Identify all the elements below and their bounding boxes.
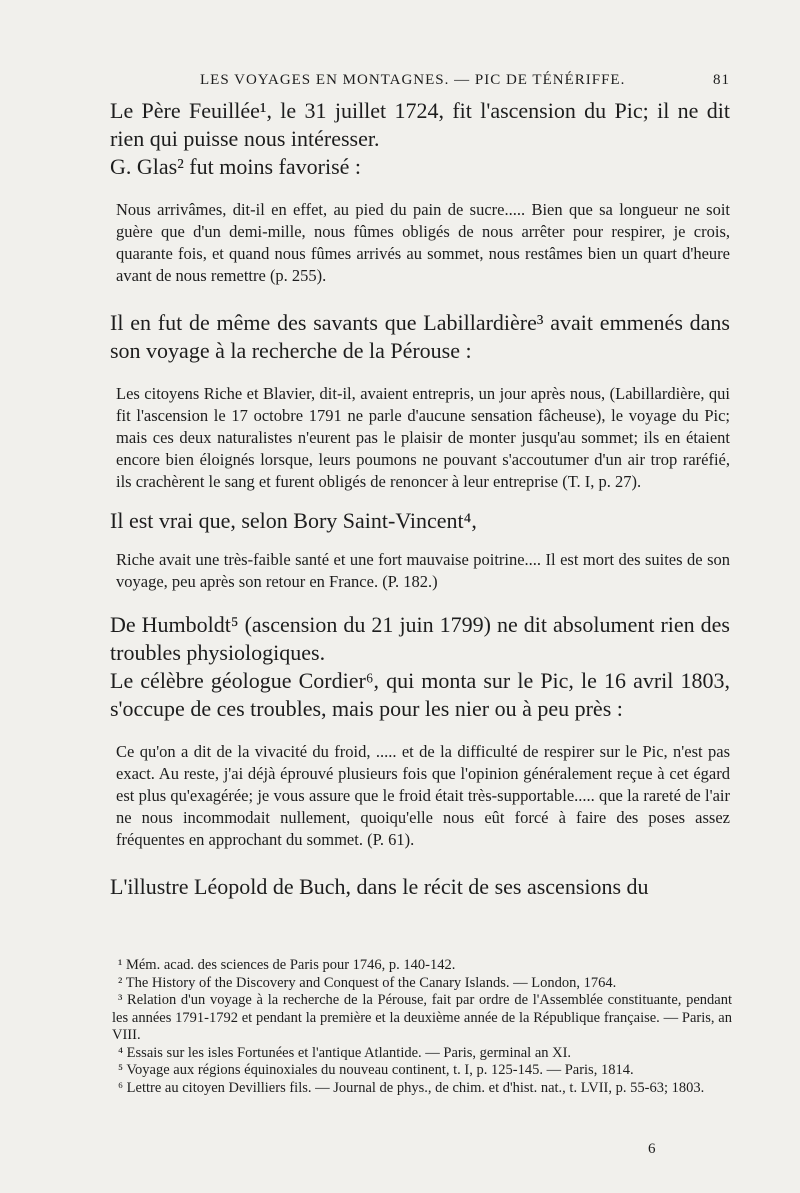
paragraph-bory: Il est vrai que, selon Bory Saint-Vincent⁴, [110,508,477,533]
quote-glas: Nous arrivâmes, dit-il en effet, au pied du pain de sucre..... Bien que sa longueur ne soit guère que d'un demi-mille, nous fûmes obligés de nous arrêter pour respirer, je crois, quarante fois, et quand nous fûmes arrivés au sommet, nous restâmes bien un quart d'heure avant de nous remettre (p. 255). [116,200,730,285]
paragraph-labillardiere: Il en fut de même des savants que Labillardière³ avait emmenés dans son voyage à la recherche de la Pérouse : [110,310,730,363]
paragraph-glas: G. Glas² fut moins favorisé : [110,154,362,179]
paragraph-humboldt: De Humboldt⁵ (ascension du 21 juin 1799) ne dit absolument rien des troubles physiologiques. [110,612,730,665]
footnote: ⁶ Lettre au citoyen Devilliers fils. — Journal de phys., de chim. et d'hist. nat., t. LVII, p. 55-63; 1803. [118,1079,705,1096]
paragraph-buch: L'illustre Léopold de Buch, dans le récit de ses ascensions du [110,874,649,899]
quote-cordier: Ce qu'on a dit de la vivacité du froid, ..... et de la difficulté de respirer sur le Pic, n'est pas exact. Au reste, j'ai déjà éprouvé plusieurs fois que l'opinion généralement reçue à cet égard est plus qu'exagérée; je vous assure que le froid était très-supportable..... que la rareté de l'air ne nous incommodait nullement, quoiqu'elle nous eût forcé à faire des poses assez fréquentes en approchant du sommet. (P. 61). [116,742,730,849]
footnote: ⁴ Essais sur les isles Fortunées et l'antique Atlantide. — Paris, germinal an XI. [118,1044,572,1061]
paragraph-cordier: Le célèbre géologue Cordier⁶, qui monta sur le Pic, le 16 avril 1803, s'occupe de ces troubles, mais pour les nier ou à peu près : [110,668,730,721]
footnote: ³ Relation d'un voyage à la recherche de la Pérouse, fait par ordre de l'Assemblée constituante, pendant les années 1791-1792 et pendant la première et la deuxième année de la République française. — Paris, an VIII. [112,992,732,1043]
footnote: ¹ Mém. acad. des sciences de Paris pour 1746, p. 140-142. [118,957,456,973]
paragraph-feuillee: Le Père Feuillée¹, le 31 juillet 1724, fit l'ascension du Pic; il ne dit rien qui puisse nous intéresser. [110,98,730,151]
footnote: ⁵ Voyage aux régions équinoxiales du nouveau continent, t. I, p. 125-145. — Paris, 1814. [118,1062,634,1078]
footnotes [112,957,732,1097]
quote-labillardiere: Les citoyens Riche et Blavier, dit-il, avaient entrepris, un jour après nous, (Labillardière, qui fit l'ascension le 17 octobre 1791 ne parle d'aucune sensation fâcheuse), le voyage du Pic; mais ces deux naturalistes n'eurent pas le plaisir de monter jusqu'au sommet; ils en étaient encore bien éloignés lorsque, leurs poumons ne pouvant s'accoutumer d'un air trop raréfié, ils crachèrent le sang et furent obligés de renoncer à leur entreprise (T. I, p. 27). [116,384,730,491]
footnote: ² The History of the Discovery and Conquest of the Canary Islands. — London, 1764. [118,974,617,991]
main-text [110,97,730,901]
signature-mark: 6 [648,1141,656,1157]
quote-bory: Riche avait une très-faible santé et une fort mauvaise poitrine.... Il est mort des suites de son voyage, peu après son retour en France. (P. 182.) [116,550,730,591]
running-title: LES VOYAGES EN MONTAGNES. — PIC DE TÉNÉRIFFE. [200,72,626,88]
page-number: 81 [713,72,730,88]
